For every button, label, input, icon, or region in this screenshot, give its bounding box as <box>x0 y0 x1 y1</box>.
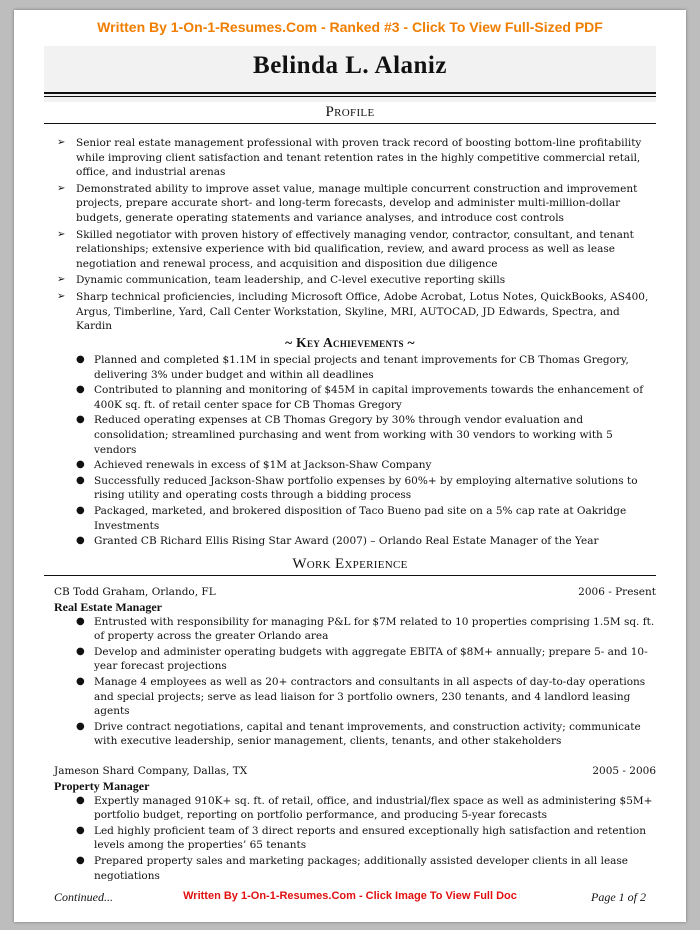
bullet-icon: ● <box>76 824 85 836</box>
bullet-icon: ● <box>76 535 85 547</box>
job-duties-list <box>14 794 686 884</box>
job-dates: 2005 - 2006 <box>592 764 656 777</box>
achievement-item: ● Planned and completed $1.1M in special projects and tenant improvements for CB Thomas Gregory, delivering 3% under budget and within all deadlines <box>76 354 629 381</box>
job-duty-item: ● Led highly proficient team of 3 direct reports and ensured exceptionally high satisfaction and retention levels among the properties’ 65 tenants <box>76 824 646 852</box>
bullet-icon: ● <box>76 675 85 687</box>
footer-watermark-link[interactable]: Written By 1-On-1-Resumes.Com - Click Image To View Full Doc <box>183 890 517 902</box>
profile-list <box>14 136 686 334</box>
job-entry <box>14 585 686 749</box>
bullet-icon: ● <box>76 459 85 471</box>
achievement-item: ● Contributed to planning and monitoring of $45M in capital improvements towards the enhancement of 400K sq. ft. of retail center space for CB Thomas Gregory <box>76 384 644 411</box>
page-number: Page 1 of 2 <box>591 890 646 904</box>
profile-item: ➢ Skilled negotiator with proven history of effectively managing vendor, contractor, consultant, and tenant relationships; extensive experience with bid qualification, review, and award process as well as lease negotiation and renewal process, and acquisition and disposition due diligence <box>57 228 634 270</box>
achievement-item: ● Packaged, marketed, and brokered disposition of Taco Bueno pad site on a 5% cap rate at Oakridge Investments <box>76 504 627 532</box>
job-duty-item: ● Prepared property sales and marketing packages; additionally assisted developer clients in all lease negotiations <box>76 854 629 882</box>
bullet-icon: ● <box>76 645 85 657</box>
achievement-item: ● Successfully reduced Jackson-Shaw portfolio expenses by 60%+ by employing alternative solutions to rising utility and operating costs through a bidding process <box>76 474 638 502</box>
job-company: Jameson Shard Company, Dallas, TX <box>54 764 248 777</box>
arrow-bullet-icon: ➢ <box>57 290 66 302</box>
name-bottom-rule-thin <box>44 96 656 97</box>
profile-section <box>14 136 686 336</box>
achievement-item: ● Reduced operating expenses at CB Thomas Gregory by 30% through vendor evaluation and consolidation; streamlined purchasing and went from working with 30 vendors to working with 5 vendors <box>76 414 613 456</box>
name-bottom-rule <box>44 92 656 94</box>
bullet-icon: ● <box>76 720 85 732</box>
arrow-bullet-icon: ➢ <box>57 274 66 286</box>
job-company: CB Todd Graham, Orlando, FL <box>54 586 216 598</box>
profile-item: ➢ Senior real estate management professional with proven track record of boosting bottom-line profitability while improving client satisfaction and tenant retention rates in the highly competitive commercial retail, office, and industrial arenas <box>57 137 642 179</box>
arrow-bullet-icon: ➢ <box>57 182 66 194</box>
profile-heading: Profile <box>325 104 375 120</box>
job-header <box>54 764 656 779</box>
achievements-heading: ~ Key Achievements ~ <box>285 335 415 350</box>
bullet-icon: ● <box>76 354 85 365</box>
top-banner-link[interactable]: Written By 1-On-1-Resumes.Com - Ranked #3 - Click To View Full-Sized PDF <box>97 19 603 35</box>
continued-label: Continued... <box>54 890 113 904</box>
job-title: Property Manager <box>54 778 150 793</box>
bullet-icon: ● <box>76 474 85 486</box>
job-duty-item: ● Entrusted with responsibility for managing P&L for $7M related to 10 properties comprising 1.5M sq. ft. of property across the greater Orlando area <box>76 615 655 643</box>
bullet-icon: ● <box>76 384 85 396</box>
job-duty-item: ● Manage 4 employees as well as 20+ contractors and consultants in all aspects of day-to-day operations and special projects; serve as lead liaison for 3 portfolio owners, 230 tenants, and 4 landlord leasing agents <box>76 675 646 718</box>
job-duty-item: ● Drive contract negotiations, capital and tenant improvements, and construction activity; communicate with executive leadership, senior management, clients, tenants, and other stakeholders <box>76 720 641 748</box>
experience-heading: Work Experience <box>292 556 408 572</box>
job-dates: 2006 - Present <box>578 586 656 598</box>
profile-item: ➢ Dynamic communication, team leadership, and C-level executive reporting skills <box>57 274 506 287</box>
experience-rule <box>44 575 656 576</box>
experience-section <box>14 585 686 884</box>
job-duties-list <box>14 615 686 749</box>
achievements-section <box>14 353 686 550</box>
bullet-icon: ● <box>76 794 85 806</box>
job-title: Real Estate Manager <box>54 600 162 614</box>
candidate-name: Belinda L. Alaniz <box>253 52 447 79</box>
achievements-list <box>14 353 686 549</box>
resume-page <box>14 10 686 922</box>
job-entry <box>14 764 686 883</box>
achievement-item: ● Granted CB Richard Ellis Rising Star Award (2007) – Orlando Real Estate Manager of the Year <box>76 535 599 548</box>
profile-item: ➢ Sharp technical proficiencies, including Microsoft Office, Adobe Acrobat, Lotus Notes, QuickBooks, AS400, Argus, Timberline, Yard, Call Center Workstation, Skyline, MRI, AUTOCAD, JD Edwards, Spectra, and Kardin <box>57 290 649 333</box>
arrow-bullet-icon: ➢ <box>57 228 66 240</box>
job-duty-item: ● Develop and administer operating budgets with aggregate EBITA of $8M+ annually; prepare 5- and 10-year forecast projections <box>76 645 648 673</box>
profile-rule <box>44 123 656 124</box>
bullet-icon: ● <box>76 854 85 866</box>
bullet-icon: ● <box>76 615 85 627</box>
profile-item: ➢ Demonstrated ability to improve asset value, manage multiple concurrent construction and improvement projects, prepare accurate short- and long-term forecasts, develop and administer multi-million-dollar budgets, generate operating statements and variance analyses, and introduce cost controls <box>57 182 638 224</box>
bullet-icon: ● <box>76 504 85 516</box>
job-duty-item: ● Expertly managed 910K+ sq. ft. of retail, office, and industrial/flex space as well as administering $5M+ portfolio budget, reporting on portfolio performance, and producing 5-year forecasts <box>76 794 653 822</box>
job-header <box>54 585 656 600</box>
achievement-item: ● Achieved renewals in excess of $1M at Jackson-Shaw Company <box>76 459 432 472</box>
bullet-icon: ● <box>76 414 85 426</box>
page-footer <box>14 888 686 908</box>
arrow-bullet-icon: ➢ <box>57 137 66 148</box>
